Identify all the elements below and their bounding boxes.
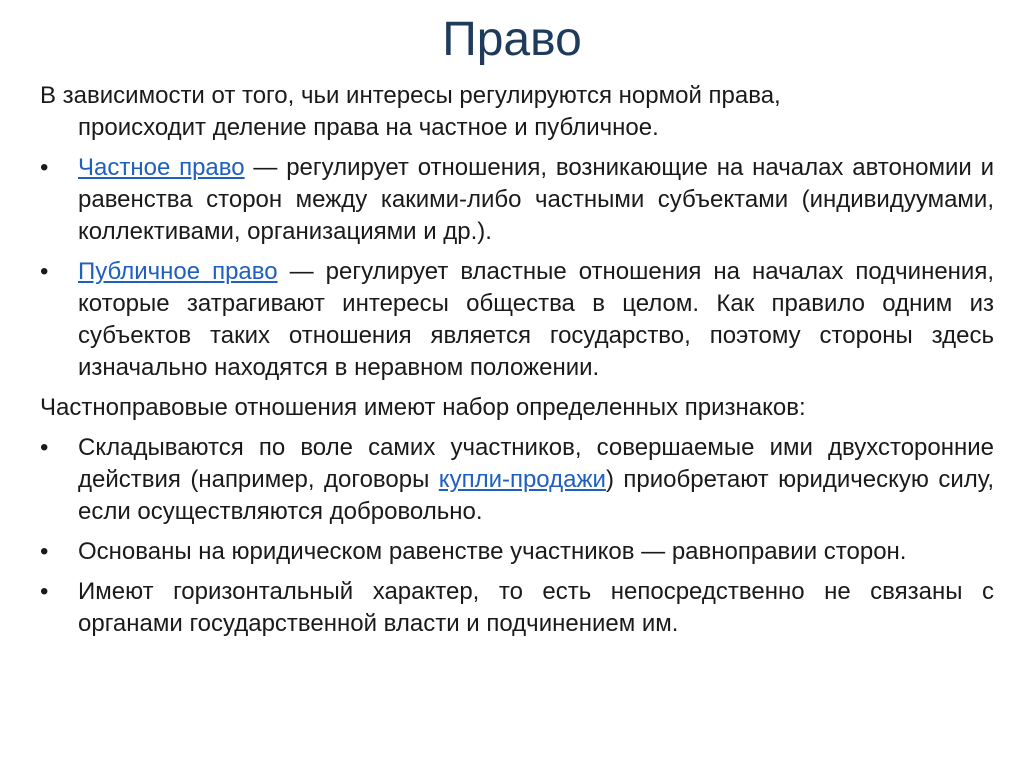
private-law-text: — регулирует отношения, возникающие на началах автономии и равенства сторон между какими-либо частными субъектами (индивидуумами, коллективами, организациями и др.). (78, 154, 994, 245)
bullet-marker: • (40, 434, 49, 461)
will-text-after: ) приобретают юридическую силу, если осуществляются добровольно. (78, 466, 995, 525)
bullet-marker: • (40, 538, 49, 565)
features-intro: Частноправовые отношения имеют набор определенных признаков: (40, 394, 806, 421)
bullet-marker: • (40, 578, 49, 605)
horizontal-character-text: Имеют горизонтальный характер, то есть непосредственно не связаны с органами государственной власти и подчинением им. (78, 578, 994, 637)
bullet-legal-equality (40, 536, 994, 568)
bullet-public-law (40, 256, 994, 384)
public-law-link[interactable]: Публичное право (78, 258, 278, 285)
bullet-marker: • (40, 154, 49, 181)
public-law-text: — регулирует властные отношения на началах подчинения, которые затрагивают интересы общества в целом. Как правило одним из субъектов таких отношения является государство, поэтому стороны здесь изначально находятся в неравном положении. (78, 258, 994, 381)
slide-content (40, 80, 994, 648)
bullet-will-of-participants (40, 432, 994, 528)
bullet-private-law (40, 152, 994, 248)
private-law-link[interactable]: Частное право (78, 154, 245, 181)
purchase-sale-link[interactable]: купли-продажи (438, 466, 606, 493)
intro-continuation: происходит деление права на частное и публичное. (78, 114, 659, 141)
bullet-horizontal-character (40, 576, 994, 640)
will-text-before: Складываются по воле самих участников, совершаемые ими двухсторонние действия (например, договоры (78, 434, 994, 493)
intro-first-line: В зависимости от того, чьи интересы регулируются нормой права, (40, 82, 781, 109)
page-title: Право (442, 13, 582, 66)
bullet-marker: • (40, 258, 49, 285)
intro-paragraph (40, 80, 994, 144)
legal-equality-text: Основаны на юридическом равенстве участников — равноправии сторон. (78, 538, 907, 565)
